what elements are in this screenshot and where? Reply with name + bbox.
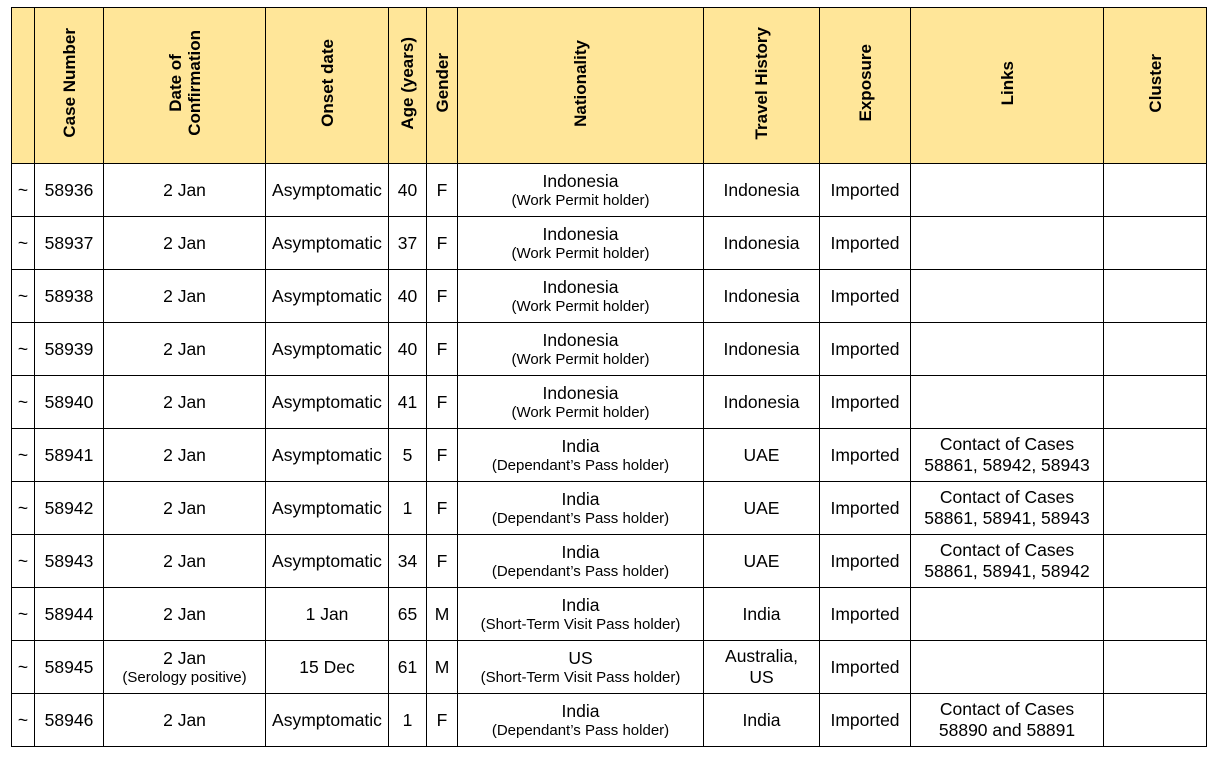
date-of-confirmation: 2 Jan [104, 217, 266, 270]
cluster [1104, 164, 1207, 217]
age: 40 [389, 323, 427, 376]
date-of-confirmation: 2 Jan [104, 588, 266, 641]
table-row [12, 641, 1207, 694]
travel-history: Indonesia [704, 164, 820, 217]
row-marker: ~ [12, 482, 35, 535]
table-row [12, 482, 1207, 535]
row-marker: ~ [12, 323, 35, 376]
header-case-number: Case Number [35, 8, 104, 164]
age: 1 [389, 482, 427, 535]
nationality: India (Dependant’s Pass holder) [458, 694, 704, 747]
date-of-confirmation: 2 Jan [104, 482, 266, 535]
date-of-confirmation: 2 Jan [104, 694, 266, 747]
nationality: Indonesia (Work Permit holder) [458, 217, 704, 270]
cluster [1104, 641, 1207, 694]
travel-history: Indonesia [704, 376, 820, 429]
onset-date: Asymptomatic [266, 164, 389, 217]
exposure: Imported [820, 694, 911, 747]
row-marker: ~ [12, 535, 35, 588]
gender: F [427, 535, 458, 588]
onset-date: Asymptomatic [266, 694, 389, 747]
cluster [1104, 270, 1207, 323]
onset-date: Asymptomatic [266, 270, 389, 323]
travel-history: Indonesia [704, 270, 820, 323]
exposure: Imported [820, 482, 911, 535]
date-of-confirmation: 2 Jan [104, 164, 266, 217]
travel-history: Indonesia [704, 217, 820, 270]
case-number: 58941 [35, 429, 104, 482]
links [911, 588, 1104, 641]
row-marker: ~ [12, 164, 35, 217]
row-marker: ~ [12, 694, 35, 747]
travel-history: India [704, 588, 820, 641]
exposure: Imported [820, 641, 911, 694]
case-number: 58938 [35, 270, 104, 323]
nationality: Indonesia (Work Permit holder) [458, 270, 704, 323]
table-header [12, 8, 1207, 164]
cluster [1104, 588, 1207, 641]
nationality: Indonesia (Work Permit holder) [458, 376, 704, 429]
links [911, 164, 1104, 217]
cluster [1104, 429, 1207, 482]
gender: F [427, 429, 458, 482]
cluster [1104, 535, 1207, 588]
gender: F [427, 376, 458, 429]
travel-history: Australia, US [704, 641, 820, 694]
date-of-confirmation: 2 Jan [104, 270, 266, 323]
cluster [1104, 482, 1207, 535]
header-links: Links [911, 8, 1104, 164]
row-marker: ~ [12, 429, 35, 482]
nationality: India (Short-Term Visit Pass holder) [458, 588, 704, 641]
age: 40 [389, 164, 427, 217]
table-row [12, 535, 1207, 588]
onset-date: Asymptomatic [266, 323, 389, 376]
onset-date: Asymptomatic [266, 376, 389, 429]
header-marker [12, 8, 35, 164]
onset-date: Asymptomatic [266, 217, 389, 270]
exposure: Imported [820, 588, 911, 641]
links: Contact of Cases 58861, 58941, 58942 [911, 535, 1104, 588]
case-number: 58936 [35, 164, 104, 217]
header-cluster: Cluster [1104, 8, 1207, 164]
nationality: US (Short-Term Visit Pass holder) [458, 641, 704, 694]
date-of-confirmation: 2 Jan [104, 429, 266, 482]
header-gender: Gender [427, 8, 458, 164]
case-number: 58937 [35, 217, 104, 270]
cluster [1104, 694, 1207, 747]
case-number: 58946 [35, 694, 104, 747]
age: 5 [389, 429, 427, 482]
age: 41 [389, 376, 427, 429]
exposure: Imported [820, 217, 911, 270]
date-of-confirmation: 2 Jan (Serology positive) [104, 641, 266, 694]
table-body [12, 164, 1207, 747]
travel-history: Indonesia [704, 323, 820, 376]
onset-date: 1 Jan [266, 588, 389, 641]
date-of-confirmation: 2 Jan [104, 323, 266, 376]
gender: F [427, 694, 458, 747]
gender: F [427, 164, 458, 217]
header-nationality: Nationality [458, 8, 704, 164]
age: 40 [389, 270, 427, 323]
cluster [1104, 217, 1207, 270]
gender: M [427, 641, 458, 694]
table-row [12, 694, 1207, 747]
date-of-confirmation: 2 Jan [104, 376, 266, 429]
age: 61 [389, 641, 427, 694]
onset-date: 15 Dec [266, 641, 389, 694]
exposure: Imported [820, 429, 911, 482]
age: 1 [389, 694, 427, 747]
exposure: Imported [820, 323, 911, 376]
header-onset-date: Onset date [266, 8, 389, 164]
links: Contact of Cases 58861, 58942, 58943 [911, 429, 1104, 482]
table-row [12, 429, 1207, 482]
age: 37 [389, 217, 427, 270]
row-marker: ~ [12, 217, 35, 270]
travel-history: India [704, 694, 820, 747]
links: Contact of Cases 58861, 58941, 58943 [911, 482, 1104, 535]
header-travel-history: Travel History [704, 8, 820, 164]
header-date-of-confirmation: Date of Confirmation [104, 8, 266, 164]
gender: F [427, 217, 458, 270]
table-row [12, 164, 1207, 217]
onset-date: Asymptomatic [266, 535, 389, 588]
case-number: 58942 [35, 482, 104, 535]
age: 65 [389, 588, 427, 641]
gender: F [427, 482, 458, 535]
nationality: Indonesia (Work Permit holder) [458, 323, 704, 376]
nationality: India (Dependant’s Pass holder) [458, 482, 704, 535]
nationality: Indonesia (Work Permit holder) [458, 164, 704, 217]
links: Contact of Cases 58890 and 58891 [911, 694, 1104, 747]
case-number: 58943 [35, 535, 104, 588]
date-of-confirmation: 2 Jan [104, 535, 266, 588]
row-marker: ~ [12, 641, 35, 694]
case-number: 58945 [35, 641, 104, 694]
links [911, 641, 1104, 694]
onset-date: Asymptomatic [266, 429, 389, 482]
row-marker: ~ [12, 270, 35, 323]
table-row [12, 323, 1207, 376]
case-number: 58940 [35, 376, 104, 429]
age: 34 [389, 535, 427, 588]
onset-date: Asymptomatic [266, 482, 389, 535]
gender: F [427, 323, 458, 376]
links [911, 217, 1104, 270]
gender: F [427, 270, 458, 323]
travel-history: UAE [704, 482, 820, 535]
travel-history: UAE [704, 535, 820, 588]
travel-history: UAE [704, 429, 820, 482]
exposure: Imported [820, 270, 911, 323]
cases-table [11, 7, 1207, 747]
gender: M [427, 588, 458, 641]
links [911, 323, 1104, 376]
nationality: India (Dependant’s Pass holder) [458, 535, 704, 588]
case-number: 58944 [35, 588, 104, 641]
header-age: Age (years) [389, 8, 427, 164]
cluster [1104, 323, 1207, 376]
row-marker: ~ [12, 376, 35, 429]
table-row [12, 588, 1207, 641]
header-exposure: Exposure [820, 8, 911, 164]
exposure: Imported [820, 535, 911, 588]
table-row [12, 270, 1207, 323]
links [911, 270, 1104, 323]
exposure: Imported [820, 164, 911, 217]
links [911, 376, 1104, 429]
row-marker: ~ [12, 588, 35, 641]
table-row [12, 376, 1207, 429]
case-number: 58939 [35, 323, 104, 376]
header-row [12, 8, 1207, 164]
table-row [12, 217, 1207, 270]
exposure: Imported [820, 376, 911, 429]
nationality: India (Dependant’s Pass holder) [458, 429, 704, 482]
cluster [1104, 376, 1207, 429]
